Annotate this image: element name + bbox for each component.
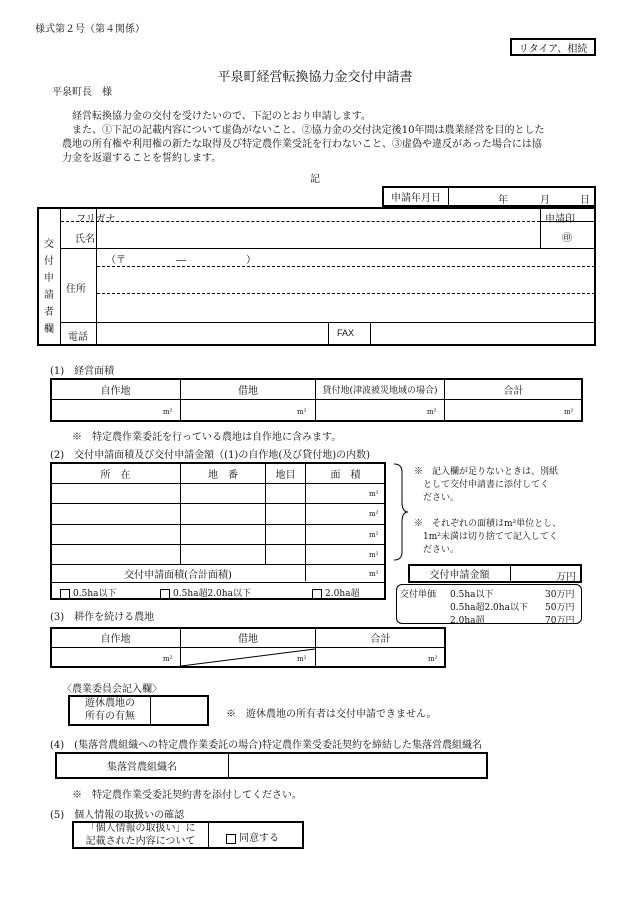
check-0-5ha[interactable]: 0.5ha以下 xyxy=(60,586,116,599)
s2-header-area: 面 積 xyxy=(330,469,361,481)
s1-header-owned: 自作地 xyxy=(100,385,131,397)
s3-unit-owned: m² xyxy=(163,655,173,663)
section-3-heading: (3) 耕作を続ける農地 xyxy=(50,612,155,623)
section-4-note: ※ 特定農作業受委託契約書を添付してください。 xyxy=(72,790,302,801)
check-0-5-2ha[interactable]: 0.5ha超2.0ha以下 xyxy=(160,586,251,599)
date-year-label: 年 xyxy=(498,195,508,206)
date-day-label: 日 xyxy=(580,195,590,206)
committee-label: 遊休農地の 所有の有無 xyxy=(85,698,135,722)
strike-line xyxy=(181,648,315,667)
s2-header-category: 地目 xyxy=(275,469,296,481)
s2-unit-row2: m² xyxy=(369,510,379,518)
addressee: 平泉町長 様 xyxy=(52,87,112,98)
price-range-1: 0.5ha以下 xyxy=(450,590,494,600)
s1-header-lent: 貸付地(津波被災地域の場合) xyxy=(322,385,438,396)
address-label: 住所 xyxy=(66,284,86,295)
s2-note-1: ※ 記入欄が足りないときは、別紙 として交付申請書に添付してく ださい。 xyxy=(414,467,559,503)
category-tag xyxy=(510,38,596,56)
brace-icon xyxy=(390,462,410,562)
amount-label: 交付申請金額 xyxy=(429,570,490,581)
unit-price-label: 交付単価 xyxy=(400,590,437,600)
checkbox-icon xyxy=(312,589,322,599)
s2-unit-total: m² xyxy=(369,570,379,578)
s1-header-total: 合計 xyxy=(503,385,524,397)
s1-unit-total: m² xyxy=(564,408,574,416)
s3-header-owned: 自作地 xyxy=(100,634,131,645)
intro-line-4: 力金を返還することを誓約します。 xyxy=(62,153,222,164)
applicant-side-label: 交 付 申 請 者 欄 xyxy=(44,239,54,335)
date-month-label: 月 xyxy=(540,195,550,206)
committee-heading: 〈農業委員会記入欄〉 xyxy=(62,684,162,695)
furigana-label: フリガナ xyxy=(76,214,116,225)
s2-unit-row1: m² xyxy=(369,490,379,498)
section-2-heading: (2) 交付申請面積及び交付申請金額（(1)の自作地(及び貸付地)の内数) xyxy=(50,450,371,461)
s3-unit-total: m² xyxy=(428,655,438,663)
agree-checkbox[interactable]: 同意する xyxy=(226,829,279,844)
phone-label: 電話 xyxy=(68,332,88,343)
form-number: 様式第２号（第４関係） xyxy=(35,24,145,35)
applicant-box xyxy=(37,207,596,346)
checkbox-icon xyxy=(60,589,70,599)
s2-unit-row4: m² xyxy=(369,551,379,559)
s2-total-label: 交付申請面積(合計面積) xyxy=(124,570,232,581)
s3-header-total: 合計 xyxy=(370,634,391,645)
section-5-heading: (5) 個人情報の取扱いの確認 xyxy=(50,810,185,821)
price-range-3: 2.0ha超 xyxy=(450,616,485,626)
price-amount-3: 70万円 xyxy=(545,616,575,626)
seal-label: 申請印 xyxy=(545,214,575,225)
fax-label: FAX xyxy=(337,328,355,338)
check-2ha[interactable]: 2.0ha超 xyxy=(312,586,359,599)
s2-header-lot: 地 番 xyxy=(208,469,238,481)
category-tag-text: リタイア、相続 xyxy=(518,43,588,55)
intro-line-2: また、①下記の記載内容について虚偽がないこと、②協力金の交付決定後10年間は農業経営を目的とした xyxy=(72,125,545,136)
intro-line-1: 経営転換協力金の交付を受けたいので、下記のとおり申請します。 xyxy=(72,111,371,122)
committee-note: ※ 遊休農地の所有者は交付申請できません。 xyxy=(226,709,437,720)
section-1-note: ※ 特定農作業委託を行っている農地は自作地に含みます。 xyxy=(72,432,342,443)
page-title: 平泉町経営転換協力金交付申請書 xyxy=(217,70,413,85)
organization-label: 集落営農組織名 xyxy=(107,762,177,773)
s2-header-location: 所 在 xyxy=(100,469,131,481)
section-1-heading: (1) 経営面積 xyxy=(50,366,115,377)
intro-line-3: 農地の所有権や利用権の新たな取得及び特定農作業受託を行わないこと、③虚偽や違反があった場合には協 xyxy=(62,139,542,150)
application-date-label: 申請年月日 xyxy=(391,193,441,204)
s3-header-leased: 借地 xyxy=(238,634,258,645)
s2-unit-row3: m² xyxy=(369,531,379,539)
s1-unit-owned: m² xyxy=(163,408,173,416)
s2-note-2: ※ それぞれの面積はm²単位とし、 1m²未満は切り捨てて記入してく ださい。 xyxy=(414,519,562,555)
s1-header-leased: 借地 xyxy=(238,385,258,397)
name-label: 氏名 xyxy=(75,234,95,245)
privacy-label: 「個人情報の取扱い」に 記載された内容について xyxy=(85,823,196,847)
postal-code-field[interactable]: （〒 ― ） xyxy=(106,255,256,266)
checkbox-icon xyxy=(226,834,236,844)
price-amount-1: 30万円 xyxy=(545,590,575,600)
price-range-2: 0.5ha超2.0ha以下 xyxy=(450,603,528,613)
checkbox-icon xyxy=(160,589,170,599)
s1-unit-leased: m² xyxy=(297,408,307,416)
s3-unit-leased: m² xyxy=(297,655,307,663)
seal-icon: ㊞ xyxy=(562,233,572,244)
section-4-heading: (4) (集落営農組織への特定農作業委託の場合)特定農作業受委託契約を締結した集落営農組織名 xyxy=(50,740,482,751)
ki-label: 記 xyxy=(310,174,320,185)
s1-unit-lent: m² xyxy=(427,408,437,416)
price-amount-2: 50万円 xyxy=(545,603,575,613)
amount-unit: 万円 xyxy=(556,572,576,583)
